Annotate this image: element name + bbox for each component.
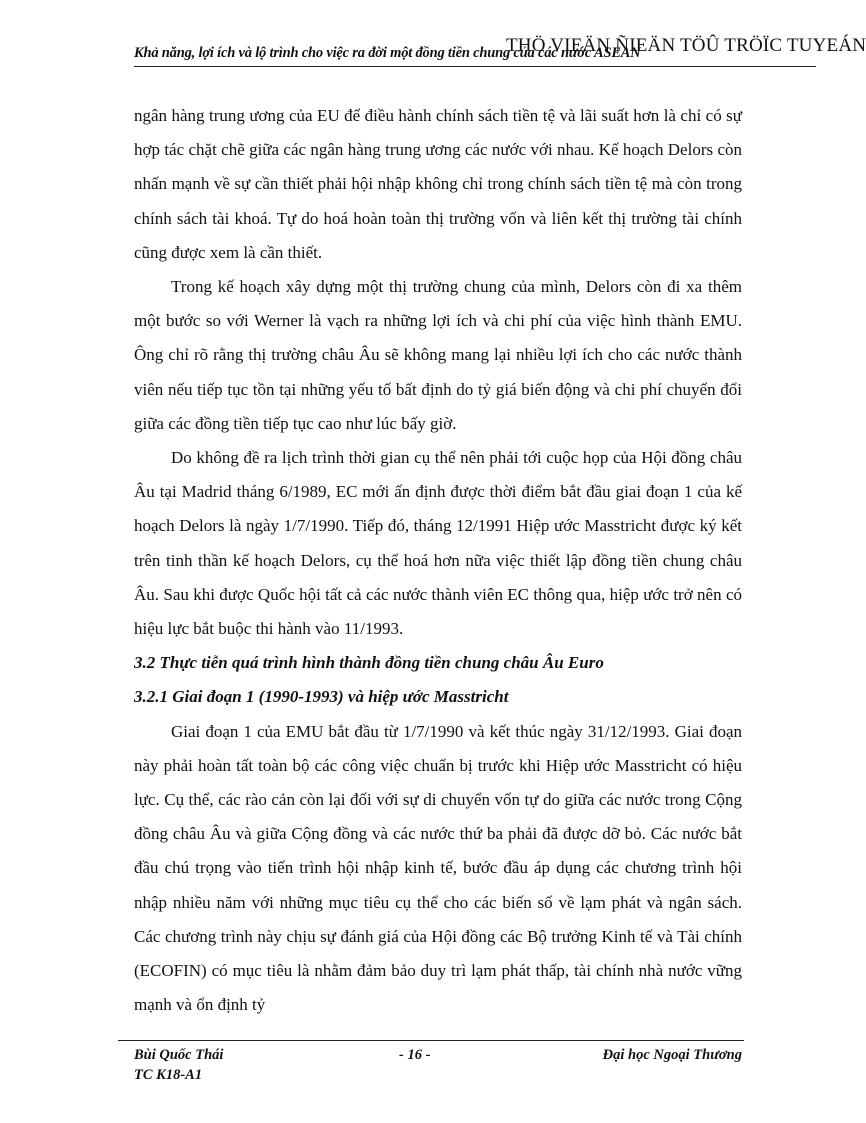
header-watermark: THÖ VIEÄN ÑIEÄN TÖÛ TRÖÏC TUYEÁN [506, 35, 866, 56]
document-body [134, 99, 742, 1022]
paragraph: Giai đoạn 1 của EMU bắt đầu từ 1/7/1990 và kết thúc ngày 31/12/1993. Giai đoạn này phải hoàn tất toàn bộ các công việc chuẩn bị trước khi Hiệp ước Masstricht có hiệu lực. Cụ thể, các rào cản còn lại đối với sự di chuyển vốn tự do giữa các nước trong Cộng đồng châu Âu và giữa Cộng đồng và các nước thứ ba phải đã được dỡ bỏ. Các nước bắt đầu chú trọng vào tiến trình hội nhập kinh tế, bước đầu áp dụng các chương trình hội nhập nhiều năm với những mục tiêu cụ thể cho các biến số về lạm phát và ngân sách. Các chương trình này chịu sự đánh giá của Hội đồng các Bộ trưởng Kinh tế và Tài chính (ECOFIN) có mục tiêu là nhằm đảm bảo duy trì lạm phát thấp, tài chính nhà nước vững mạnh và ổn định tỷ [134, 721, 742, 1015]
section-heading: 3.2 Thực tiễn quá trình hình thành đồng tiền chung châu Âu Euro [134, 653, 604, 673]
footer-class: TC K18-A1 [134, 1067, 203, 1083]
paragraph: ngân hàng trung ương của EU để điều hành chính sách tiền tệ và lãi suất hơn là chỉ có sự hợp tác chặt chẽ giữa các ngân hàng trung ương các nước với nhau. Kế hoạch Delors còn nhấn mạnh về sự cần thiết phải hội nhập không chỉ trong chính sách tiền tệ mà còn trong chính sách tài khoá. Tự do hoá hoàn toàn thị trường vốn và liên kết thị trường tài chính cũng được xem là cần thiết. [134, 106, 742, 262]
subsection-heading: 3.2.1 Giai đoạn 1 (1990-1993) và hiệp ước Masstricht [134, 687, 509, 707]
header-title: Khả năng, lợi ích và lộ trình cho việc ra đời một đồng tiền chung của các nước ASEAN [134, 45, 641, 61]
footer-divider [118, 1040, 744, 1041]
page-header [134, 30, 866, 67]
page-number: - 16 - [399, 1047, 431, 1063]
footer-author: Bùi Quốc Thái [134, 1047, 224, 1063]
paragraph: Trong kế hoạch xây dựng một thị trường chung của mình, Delors còn đi xa thêm một bước so với Werner là vạch ra những lợi ích và chi phí của việc hình thành EMU. Ông chỉ rõ rằng thị trường châu Âu sẽ không mang lại nhiều lợi ích cho các nước thành viên nếu tiếp tục tồn tại những yếu tố bất định do tỷ giá biến động và chi phí chuyển đổi giữa các đồng tiền tiếp tục cao như lúc bấy giờ. [134, 277, 742, 433]
footer-school: Đại học Ngoại Thương [602, 1047, 742, 1063]
paragraph: Do không đề ra lịch trình thời gian cụ thể nên phải tới cuộc họp của Hội đồng châu Âu tại Madrid tháng 6/1989, EC mới ấn định được thời điểm bắt đầu giai đoạn 1 của kế hoạch Delors là ngày 1/7/1990. Tiếp đó, tháng 12/1991 Hiệp ước Masstricht được ký kết trên tinh thần kế hoạch Delors, cụ thể hoá hơn nữa việc thiết lập đồng tiền chung châu Âu. Sau khi được Quốc hội tất cả các nước thành viên EC thông qua, hiệp ước trở nên có hiệu lực bắt buộc thi hành vào 11/1993. [134, 448, 742, 639]
